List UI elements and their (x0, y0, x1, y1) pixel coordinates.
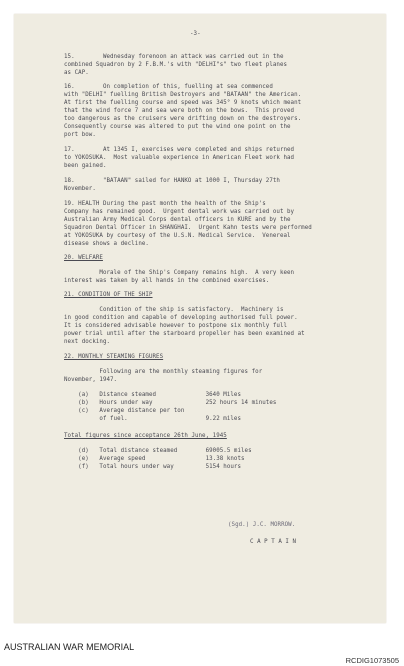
para-16-line-3: At first the fuelling course and speed was 345° 9 knots which meant (64, 100, 302, 106)
para-16-line-4: that the wind force 7 and sea were both on the bows. This proved (64, 108, 295, 114)
para-21-line-4: power trial until after the starboard propeller has been examined at (64, 331, 305, 337)
section-heading-steaming: 22. MONTHLY STEAMING FIGURES (64, 354, 164, 360)
para-17-line-1: 17. At 1345 I, exercises were completed and ships returned (64, 147, 295, 153)
steaming-row-a: (a) Distance steamed 3640 Miles (64, 392, 242, 398)
signatory-title: C A P T A I N (250, 539, 297, 545)
steaming-row-c-cont: of fuel. 9.22 miles (64, 416, 242, 422)
para-16-line-1: 16. On completion of this, fuelling at sea commenced (64, 84, 273, 90)
para-21-line-2: in good condition and capable of developing authorised full power. (64, 315, 298, 321)
archive-footer (0, 640, 404, 666)
para-16-line-6: Consequently course was altered to put the wind one point on the (64, 124, 291, 130)
para-18-line-2: November. (64, 186, 96, 192)
para-21-line-3: It is considered advisable however to postpone six monthly full (64, 323, 288, 329)
para-16-line-2: with "DELHI" fuelling British Destroyers and "BATAAN" the American. (64, 92, 302, 98)
section-heading-welfare: 20. WELFARE (64, 255, 103, 261)
section-heading-condition: 21. CONDITION OF THE SHIP (64, 292, 153, 298)
para-16-line-5: too dangerous as the cruisers were drifting down on the destroyers. (64, 116, 302, 122)
para-22-line-1: Following are the monthly steaming figures for (64, 369, 263, 375)
archive-name: AUSTRALIAN WAR MEMORIAL (4, 642, 135, 652)
para-19-line-6: disease shows a decline. (64, 241, 149, 247)
para-22-line-2: November, 1947. (64, 377, 118, 383)
para-15-line-2: combined Squadron by 2 F.B.M.'s with "DELHI"s" two fleet planes (64, 62, 288, 68)
para-15-line-1: 15. Wednesday forenoon an attack was carried out in the (64, 54, 284, 60)
signature: (Sgd.) J.C. MORROW. (228, 522, 296, 528)
para-21-line-1: Condition of the ship is satisfactory. Machinery is (64, 307, 284, 313)
para-16-line-7: port bow. (64, 132, 96, 138)
para-21-line-5: next docking. (64, 339, 111, 345)
totals-row-d: (d) Total distance steamed 69005.5 miles (64, 448, 252, 454)
para-19-line-5: at YOKOSUKA by courtesy of the U.S.N. Medical Service. Venereal (64, 233, 291, 239)
para-20-line-1: Morale of the Ship's Company remains high. A very keen (64, 270, 295, 276)
totals-row-f: (f) Total hours under way 5154 hours (64, 464, 242, 470)
totals-row-e: (e) Average speed 13.38 knots (64, 456, 245, 462)
steaming-row-b: (b) Hours under way 252 hours 14 minutes (64, 400, 277, 406)
para-20-line-2: interest was taken by all hands in the combined exercises. (64, 278, 270, 284)
para-17-line-3: been gained. (64, 163, 107, 169)
para-18-line-1: 18. "BATAAN" sailed for HANKO at 1000 I, Thursday 27th (64, 178, 280, 184)
para-15-line-3: as CAP. (64, 70, 89, 76)
document-page (14, 14, 386, 623)
para-19-line-4: Squadron Dental Officer in SHANGHAI. Urgent Kahn tests were performed (64, 225, 312, 231)
para-17-line-2: to YOKOSUKA. Most valuable experience in American Fleet work had (64, 155, 295, 161)
steaming-row-c: (c) Average distance per ton (64, 408, 185, 414)
para-19-line-1: 19. HEALTH During the past month the health of the Ship's (64, 201, 266, 207)
page-number: -3- (190, 31, 201, 37)
para-19-line-3: Australian Army Medical Corps dental officers in KURE and by the (64, 217, 291, 223)
para-19-line-2: Company has remained good. Urgent dental work was carried out by (64, 209, 295, 215)
archive-reference: RCDIG1073505 (345, 656, 399, 665)
totals-heading: Total figures since acceptance 26th June, 1945 (64, 433, 227, 439)
